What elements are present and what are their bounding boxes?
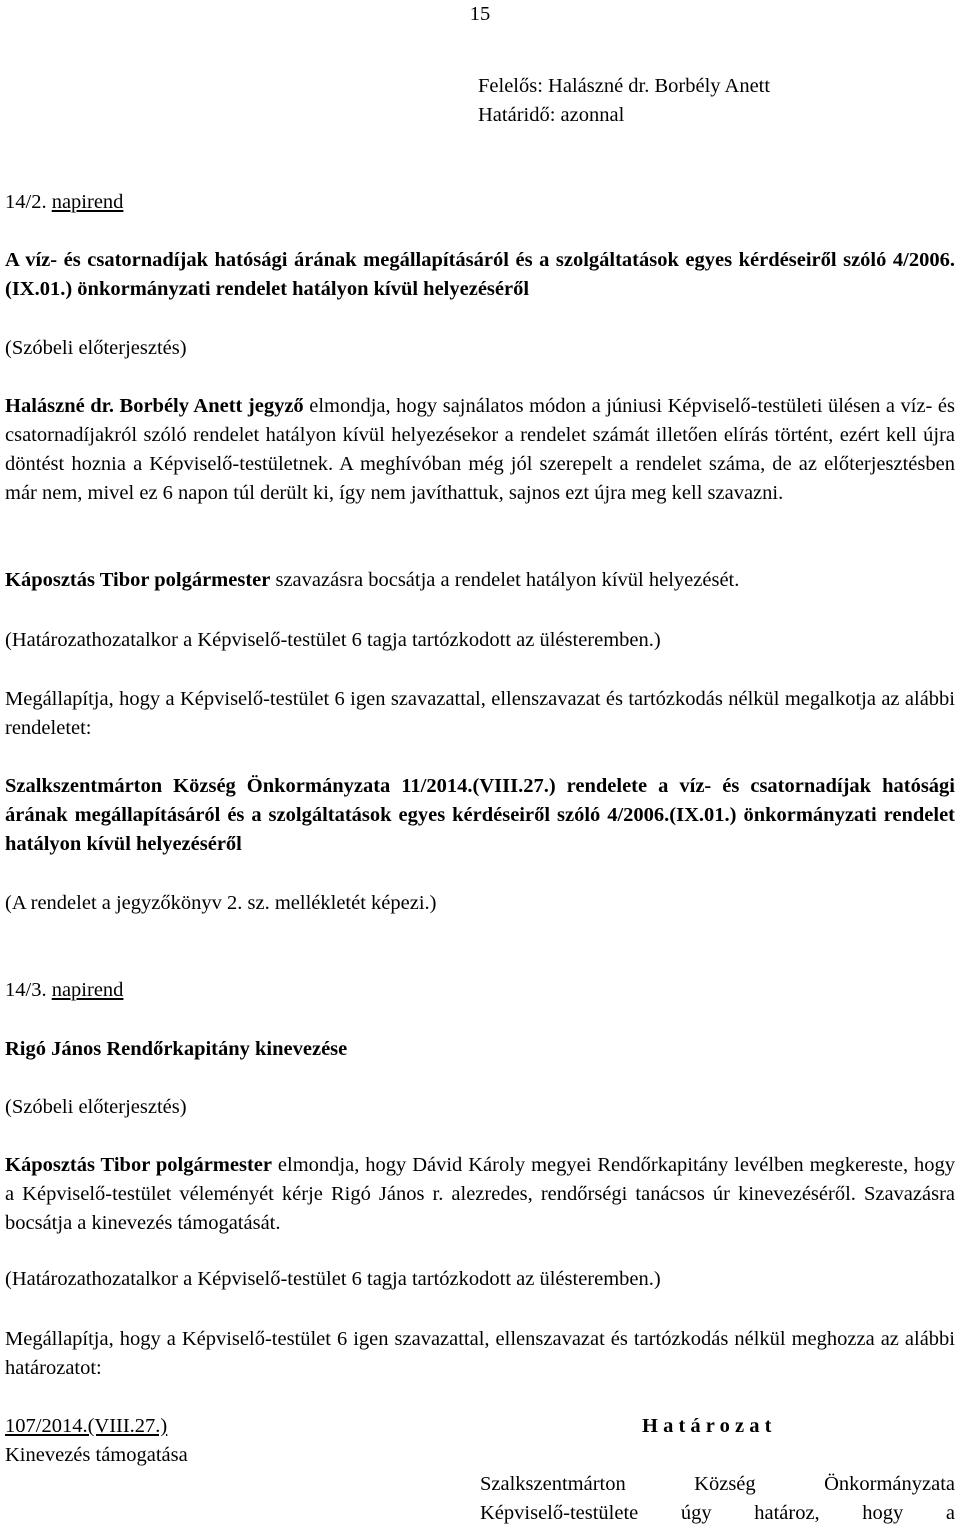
resolution-number: 107/2014.(VIII.27.) — [5, 1415, 168, 1437]
resolution-line: Képviselő-testülete úgy határoz, hogy a — [480, 1502, 955, 1524]
resolution-subject: Kinevezés támogatása — [5, 1444, 188, 1466]
agenda-label: napirend — [51, 979, 124, 1001]
speech-paragraph — [5, 392, 955, 508]
speech-text: elmondja, hogy sajnálatos módon a júniusi Képviselő-testületi ülésen a víz- és csatornadíjakról szóló rendelet hatályon kívül helyezésekor a rendelet számát illetően elírás történt, ezért kell újra döntést hoznia a Képviselő-testületnek. A meghívóban még jól szerepelt a rendelet száma, de az előterjesztésben már nem, mivel ez 6 napon túl derült ki, így nem javíthattuk, sajnos ezt újra meg kell szavazni. — [5, 395, 955, 504]
speaker-name: Halászné dr. Borbély Anett jegyző — [5, 395, 304, 417]
regulation-title: Szalkszentmárton Község Önkormányzata 11/2014.(VIII.27.) rendelete a víz- és csatornadíjak hatósági árának megállapításáról és a szolgáltatások egyes kérdéseiről szóló 4/2006.(IX.01.) önkormányzati rendelet hatályon kívül helyezéséről — [5, 775, 955, 855]
resolution-line: Szalkszentmárton Község Önkormányzata — [480, 1473, 955, 1495]
agenda-title: A víz- és csatornadíjak hatósági árának megállapításáról és a szolgáltatások egyes kérdéseiről szóló 4/2006.(IX.01.) önkormányzati rendelet hatályon kívül helyezéséről — [5, 249, 955, 300]
speaker-name: Káposztás Tibor polgármester — [5, 1154, 272, 1176]
resolution-id-block — [5, 1412, 405, 1470]
vote-text: szavazásra bocsátja a rendelet hatályon kívül helyezését. — [270, 569, 740, 591]
attendance-note: (Határozathozatalkor a Képviselő-testület 6 tagja tartózkodott az ülésteremben.) — [5, 629, 661, 651]
agenda-number: 14/2. — [5, 191, 47, 213]
attendance-note: (Határozathozatalkor a Képviselő-testület 6 tagja tartózkodott az ülésteremben.) — [5, 1268, 661, 1290]
speech-paragraph — [5, 1151, 955, 1238]
oral-presentation-note: (Szóbeli előterjesztés) — [5, 337, 187, 359]
decision-statement: Megállapítja, hogy a Képviselő-testület 6 igen szavazattal, ellenszavazat és tartózkodás nélkül meghozza az alábbi határozatot: — [5, 1328, 955, 1379]
annex-note: (A rendelet a jegyzőkönyv 2. sz. mellékletét képezi.) — [5, 892, 437, 914]
agenda-title: Rigó János Rendőrkapitány kinevezése — [5, 1038, 348, 1060]
deadline-line: Határidő: azonnal — [478, 104, 625, 126]
page-number: 15 — [469, 3, 491, 25]
oral-presentation-note: (Szóbeli előterjesztés) — [5, 1096, 187, 1118]
agenda-label: napirend — [51, 191, 124, 213]
vote-paragraph — [5, 566, 955, 595]
resolution-body — [480, 1470, 955, 1528]
agenda-number: 14/3. — [5, 979, 47, 1001]
resolution-heading: H a t á r o z a t — [642, 1415, 772, 1437]
responsible-line: Felelős: Halászné dr. Borbély Anett — [478, 75, 771, 97]
agenda-item-heading — [5, 976, 955, 1005]
speech-text: elmondja, hogy Dávid Károly megyei Rendőrkapitány levélben megkereste, hogy a Képviselő-testület véleményét kérje Rigó János r. alezredes, rendőrségi tanácsos úr kinevezéséről. Szavazásra bocsátja a kinevezés támogatását. — [5, 1154, 955, 1234]
decision-statement: Megállapítja, hogy a Képviselő-testület 6 igen szavazattal, ellenszavazat és tartózkodás nélkül megalkotja az alábbi rendeletet: — [5, 688, 955, 739]
agenda-item-heading — [5, 188, 955, 217]
responsible-block — [478, 72, 948, 130]
speaker-name: Káposztás Tibor polgármester — [5, 569, 271, 591]
